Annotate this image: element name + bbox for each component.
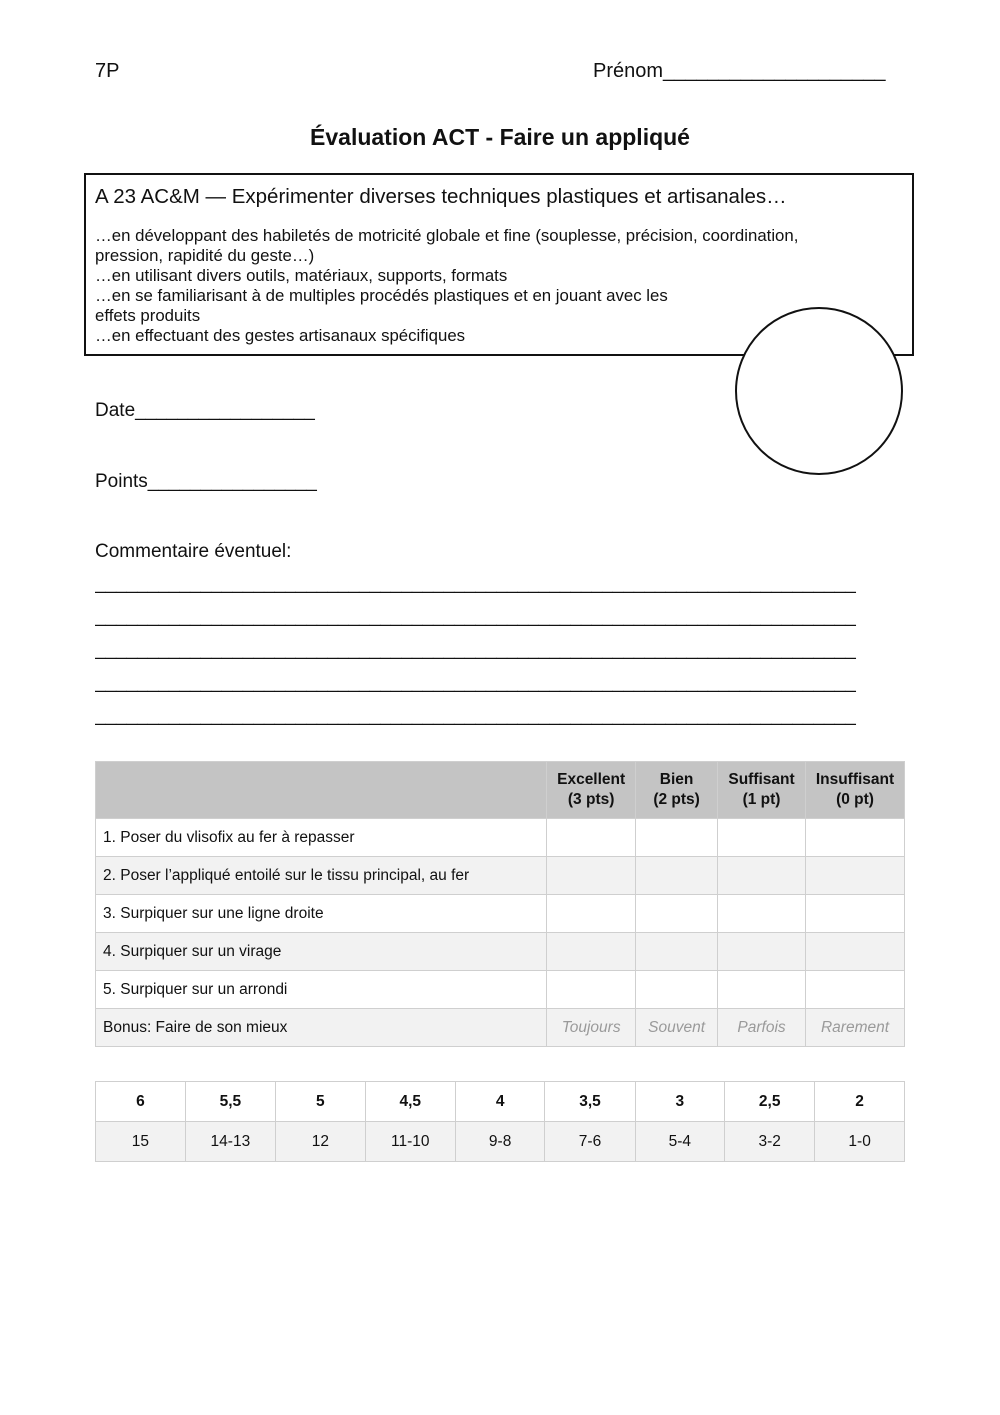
score-cell[interactable] <box>547 971 636 1009</box>
grade-cell: 4 <box>455 1082 545 1122</box>
score-cell[interactable] <box>806 857 905 895</box>
column-header-excellent <box>547 762 636 819</box>
column-header-bien <box>636 762 718 819</box>
column-header-line: Excellent <box>557 771 626 788</box>
objective-line: …en développant des habiletés de motricité globale et fine (souplesse, précision, coordination, <box>95 226 799 245</box>
prenom-field[interactable]: Prénom____________________ <box>593 60 886 82</box>
score-cell[interactable] <box>806 971 905 1009</box>
score-cell[interactable] <box>718 971 806 1009</box>
comment-area[interactable] <box>95 567 905 732</box>
grade-cell: 3,5 <box>545 1082 635 1122</box>
comment-line[interactable]: ________________________________________________________________________ <box>95 606 856 627</box>
grade-circle[interactable] <box>735 307 903 475</box>
grade-cell: 5 <box>275 1082 365 1122</box>
score-cell[interactable] <box>547 933 636 971</box>
score-cell[interactable] <box>718 933 806 971</box>
criterion-label: 5. Surpiquer sur un arrondi <box>96 971 547 1009</box>
grade-cell: 5,5 <box>185 1082 275 1122</box>
criteria-header-row <box>96 762 905 819</box>
column-header-insuffisant <box>806 762 905 819</box>
column-header-points: (2 pts) <box>653 791 700 808</box>
bonus-hint-rarement[interactable]: Rarement <box>806 1009 905 1047</box>
column-header-points: (3 pts) <box>567 791 615 808</box>
table-row <box>96 819 905 857</box>
range-cell: 5-4 <box>635 1122 725 1162</box>
range-cell: 12 <box>275 1122 365 1162</box>
range-cell: 14-13 <box>185 1122 275 1162</box>
score-cell[interactable] <box>718 895 806 933</box>
score-cell[interactable] <box>547 857 636 895</box>
range-cell: 3-2 <box>725 1122 815 1162</box>
table-row <box>96 857 905 895</box>
comment-line[interactable]: ________________________________________________________________________ <box>95 573 856 594</box>
objective-line: effets produits <box>95 306 201 325</box>
column-header-points: (0 pt) <box>836 791 874 808</box>
bonus-hint-souvent[interactable]: Souvent <box>636 1009 718 1047</box>
grade-scale-table <box>95 1081 905 1162</box>
column-header-line: Insuffisant <box>815 771 895 788</box>
comment-line[interactable]: ________________________________________________________________________ <box>95 705 856 726</box>
score-cell[interactable] <box>636 819 718 857</box>
score-cell[interactable] <box>636 857 718 895</box>
criteria-header-blank <box>96 762 547 819</box>
grade-label: 7P <box>95 60 120 82</box>
column-header-suffisant <box>718 762 806 819</box>
points-range-row <box>96 1122 905 1162</box>
table-row <box>96 933 905 971</box>
points-field[interactable]: Points________________ <box>95 471 317 492</box>
grade-cell: 3 <box>635 1082 725 1122</box>
grade-cell: 4,5 <box>365 1082 455 1122</box>
score-cell[interactable] <box>636 971 718 1009</box>
comment-line[interactable]: ________________________________________________________________________ <box>95 672 856 693</box>
bonus-row <box>96 1009 905 1047</box>
table-row <box>96 895 905 933</box>
score-cell[interactable] <box>636 895 718 933</box>
comment-label: Commentaire éventuel: <box>95 541 292 562</box>
column-header-points: (1 pt) <box>742 791 781 808</box>
table-row <box>96 971 905 1009</box>
score-cell[interactable] <box>636 933 718 971</box>
score-cell[interactable] <box>718 857 806 895</box>
criterion-label: 3. Surpiquer sur une ligne droite <box>96 895 547 933</box>
criterion-label: 4. Surpiquer sur un virage <box>96 933 547 971</box>
range-cell: 7-6 <box>545 1122 635 1162</box>
range-cell: 11-10 <box>365 1122 455 1162</box>
range-cell: 15 <box>96 1122 186 1162</box>
bonus-label: Bonus: Faire de son mieux <box>96 1009 547 1047</box>
range-cell: 9-8 <box>455 1122 545 1162</box>
criteria-table <box>95 761 905 1047</box>
score-cell[interactable] <box>806 933 905 971</box>
objective-line: …en effectuant des gestes artisanaux spécifiques <box>95 326 466 345</box>
objective-line: …en utilisant divers outils, matériaux, supports, formats <box>95 266 508 285</box>
bonus-hint-toujours[interactable]: Toujours <box>547 1009 636 1047</box>
date-field[interactable]: Date_________________ <box>95 400 315 421</box>
score-cell[interactable] <box>806 895 905 933</box>
objective-title: A 23 AC&M — Expérimenter diverses techniques plastiques et artisanales… <box>95 185 787 208</box>
objective-line: …en se familiarisant à de multiples procédés plastiques et en jouant avec les <box>95 286 668 305</box>
score-cell[interactable] <box>547 895 636 933</box>
score-cell[interactable] <box>718 819 806 857</box>
page-title: Évaluation ACT - Faire un appliqué <box>310 124 690 150</box>
objective-line: pression, rapidité du geste…) <box>95 246 315 265</box>
range-cell: 1-0 <box>815 1122 905 1162</box>
score-cell[interactable] <box>547 819 636 857</box>
grade-cell: 2,5 <box>725 1082 815 1122</box>
grade-cell: 2 <box>815 1082 905 1122</box>
comment-line[interactable]: ________________________________________________________________________ <box>95 639 856 660</box>
column-header-line: Suffisant <box>728 771 795 788</box>
bonus-hint-parfois[interactable]: Parfois <box>718 1009 806 1047</box>
score-cell[interactable] <box>806 819 905 857</box>
grade-cell: 6 <box>96 1082 186 1122</box>
grade-row <box>96 1082 905 1122</box>
criterion-label: 2. Poser l’appliqué entoilé sur le tissu principal, au fer <box>96 857 547 895</box>
criterion-label: 1. Poser du vlisofix au fer à repasser <box>96 819 547 857</box>
column-header-line: Bien <box>659 771 694 788</box>
